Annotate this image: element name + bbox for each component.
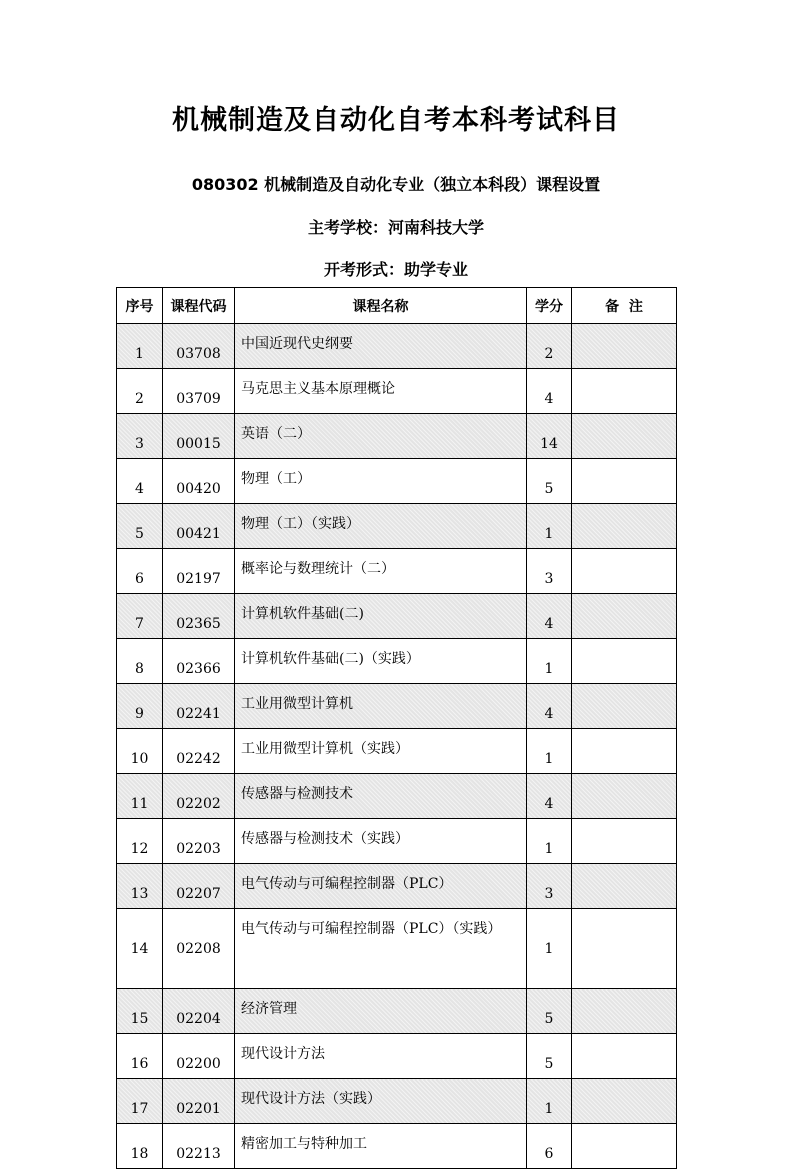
- row-no: 11: [117, 774, 163, 819]
- row-no: 4: [117, 459, 163, 504]
- row-note: [572, 989, 677, 1034]
- header-credit: 学分: [527, 288, 572, 324]
- row-name: 经济管理: [235, 989, 527, 1034]
- program-subtitle: 080302 机械制造及自动化专业（独立本科段）课程设置: [191, 175, 601, 194]
- row-no: 13: [117, 864, 163, 909]
- table-row: [117, 989, 677, 1034]
- row-code: 02365: [163, 594, 235, 639]
- row-name: 中国近现代史纲要: [235, 324, 527, 369]
- row-no: 18: [117, 1124, 163, 1169]
- row-credit: 1: [527, 909, 572, 989]
- row-name: 电气传动与可编程控制器（PLC）: [235, 864, 527, 909]
- row-name: 现代设计方法: [235, 1034, 527, 1079]
- row-note: [572, 324, 677, 369]
- table-row: [117, 324, 677, 369]
- row-no: 17: [117, 1079, 163, 1124]
- row-no: 3: [117, 414, 163, 459]
- row-no: 15: [117, 989, 163, 1034]
- row-code: 02204: [163, 989, 235, 1034]
- header-note: 备 注: [572, 288, 677, 324]
- row-note: [572, 369, 677, 414]
- row-credit: 14: [527, 414, 572, 459]
- row-note: [572, 909, 677, 989]
- row-credit: 4: [527, 774, 572, 819]
- row-code: 02242: [163, 729, 235, 774]
- row-credit: 1: [527, 819, 572, 864]
- row-note: [572, 684, 677, 729]
- table-row: [117, 459, 677, 504]
- row-name: 传感器与检测技术: [235, 774, 527, 819]
- row-code: 02241: [163, 684, 235, 729]
- table-header-row: [117, 288, 677, 324]
- row-note: [572, 459, 677, 504]
- row-name: 精密加工与特种加工: [235, 1124, 527, 1169]
- row-code: 02197: [163, 549, 235, 594]
- row-note: [572, 639, 677, 684]
- row-credit: 2: [527, 324, 572, 369]
- row-code: 03709: [163, 369, 235, 414]
- row-name: 工业用微型计算机（实践）: [235, 729, 527, 774]
- row-code: 02203: [163, 819, 235, 864]
- page-title: 机械制造及自动化自考本科考试科目: [172, 105, 620, 136]
- exam-form: 开考形式：助学专业: [323, 260, 468, 279]
- row-credit: 3: [527, 864, 572, 909]
- row-code: 00421: [163, 504, 235, 549]
- row-code: 02202: [163, 774, 235, 819]
- row-note: [572, 1079, 677, 1124]
- table-row: [117, 909, 677, 989]
- row-code: 02208: [163, 909, 235, 989]
- row-note: [572, 414, 677, 459]
- row-code: 02207: [163, 864, 235, 909]
- host-school: 主考学校：河南科技大学: [307, 218, 484, 237]
- row-name: 现代设计方法（实践）: [235, 1079, 527, 1124]
- row-note: [572, 729, 677, 774]
- header-name: 课程名称: [235, 288, 527, 324]
- row-note: [572, 1124, 677, 1169]
- table-row: [117, 774, 677, 819]
- row-name: 物理（工）（实践）: [235, 504, 527, 549]
- row-no: 14: [117, 909, 163, 989]
- table-row: [117, 639, 677, 684]
- table-row: [117, 819, 677, 864]
- row-note: [572, 594, 677, 639]
- row-code: 00015: [163, 414, 235, 459]
- row-code: 02201: [163, 1079, 235, 1124]
- row-no: 5: [117, 504, 163, 549]
- row-credit: 4: [527, 594, 572, 639]
- row-name: 工业用微型计算机: [235, 684, 527, 729]
- row-credit: 5: [527, 459, 572, 504]
- table-body: [117, 324, 677, 1169]
- row-no: 8: [117, 639, 163, 684]
- row-no: 6: [117, 549, 163, 594]
- row-credit: 5: [527, 989, 572, 1034]
- row-credit: 1: [527, 639, 572, 684]
- row-code: 00420: [163, 459, 235, 504]
- table-row: [117, 369, 677, 414]
- table-row: [117, 1034, 677, 1079]
- row-name: 计算机软件基础(二)（实践）: [235, 639, 527, 684]
- row-note: [572, 864, 677, 909]
- row-code: 03708: [163, 324, 235, 369]
- table-row: [117, 729, 677, 774]
- table-row: [117, 684, 677, 729]
- row-code: 02200: [163, 1034, 235, 1079]
- row-note: [572, 819, 677, 864]
- row-credit: 4: [527, 369, 572, 414]
- row-name: 计算机软件基础(二): [235, 594, 527, 639]
- row-name: 物理（工）: [235, 459, 527, 504]
- row-no: 1: [117, 324, 163, 369]
- table-row: [117, 414, 677, 459]
- row-credit: 1: [527, 1079, 572, 1124]
- table-row: [117, 549, 677, 594]
- row-name: 马克思主义基本原理概论: [235, 369, 527, 414]
- course-table: [116, 287, 677, 1169]
- table-row: [117, 594, 677, 639]
- table-row: [117, 1079, 677, 1124]
- row-credit: 1: [527, 504, 572, 549]
- row-no: 9: [117, 684, 163, 729]
- row-name: 传感器与检测技术（实践）: [235, 819, 527, 864]
- row-credit: 6: [527, 1124, 572, 1169]
- row-code: 02366: [163, 639, 235, 684]
- row-no: 12: [117, 819, 163, 864]
- row-no: 7: [117, 594, 163, 639]
- table-row: [117, 504, 677, 549]
- row-no: 10: [117, 729, 163, 774]
- row-note: [572, 1034, 677, 1079]
- row-no: 2: [117, 369, 163, 414]
- row-credit: 3: [527, 549, 572, 594]
- row-code: 02213: [163, 1124, 235, 1169]
- row-credit: 1: [527, 729, 572, 774]
- table-row: [117, 1124, 677, 1169]
- row-name: 电气传动与可编程控制器（PLC）（实践）: [235, 909, 527, 989]
- row-note: [572, 549, 677, 594]
- row-no: 16: [117, 1034, 163, 1079]
- header-no: 序号: [117, 288, 163, 324]
- header-code: 课程代码: [163, 288, 235, 324]
- table-row: [117, 864, 677, 909]
- row-credit: 4: [527, 684, 572, 729]
- row-name: 概率论与数理统计（二）: [235, 549, 527, 594]
- row-credit: 5: [527, 1034, 572, 1079]
- row-note: [572, 774, 677, 819]
- row-name: 英语（二）: [235, 414, 527, 459]
- row-note: [572, 504, 677, 549]
